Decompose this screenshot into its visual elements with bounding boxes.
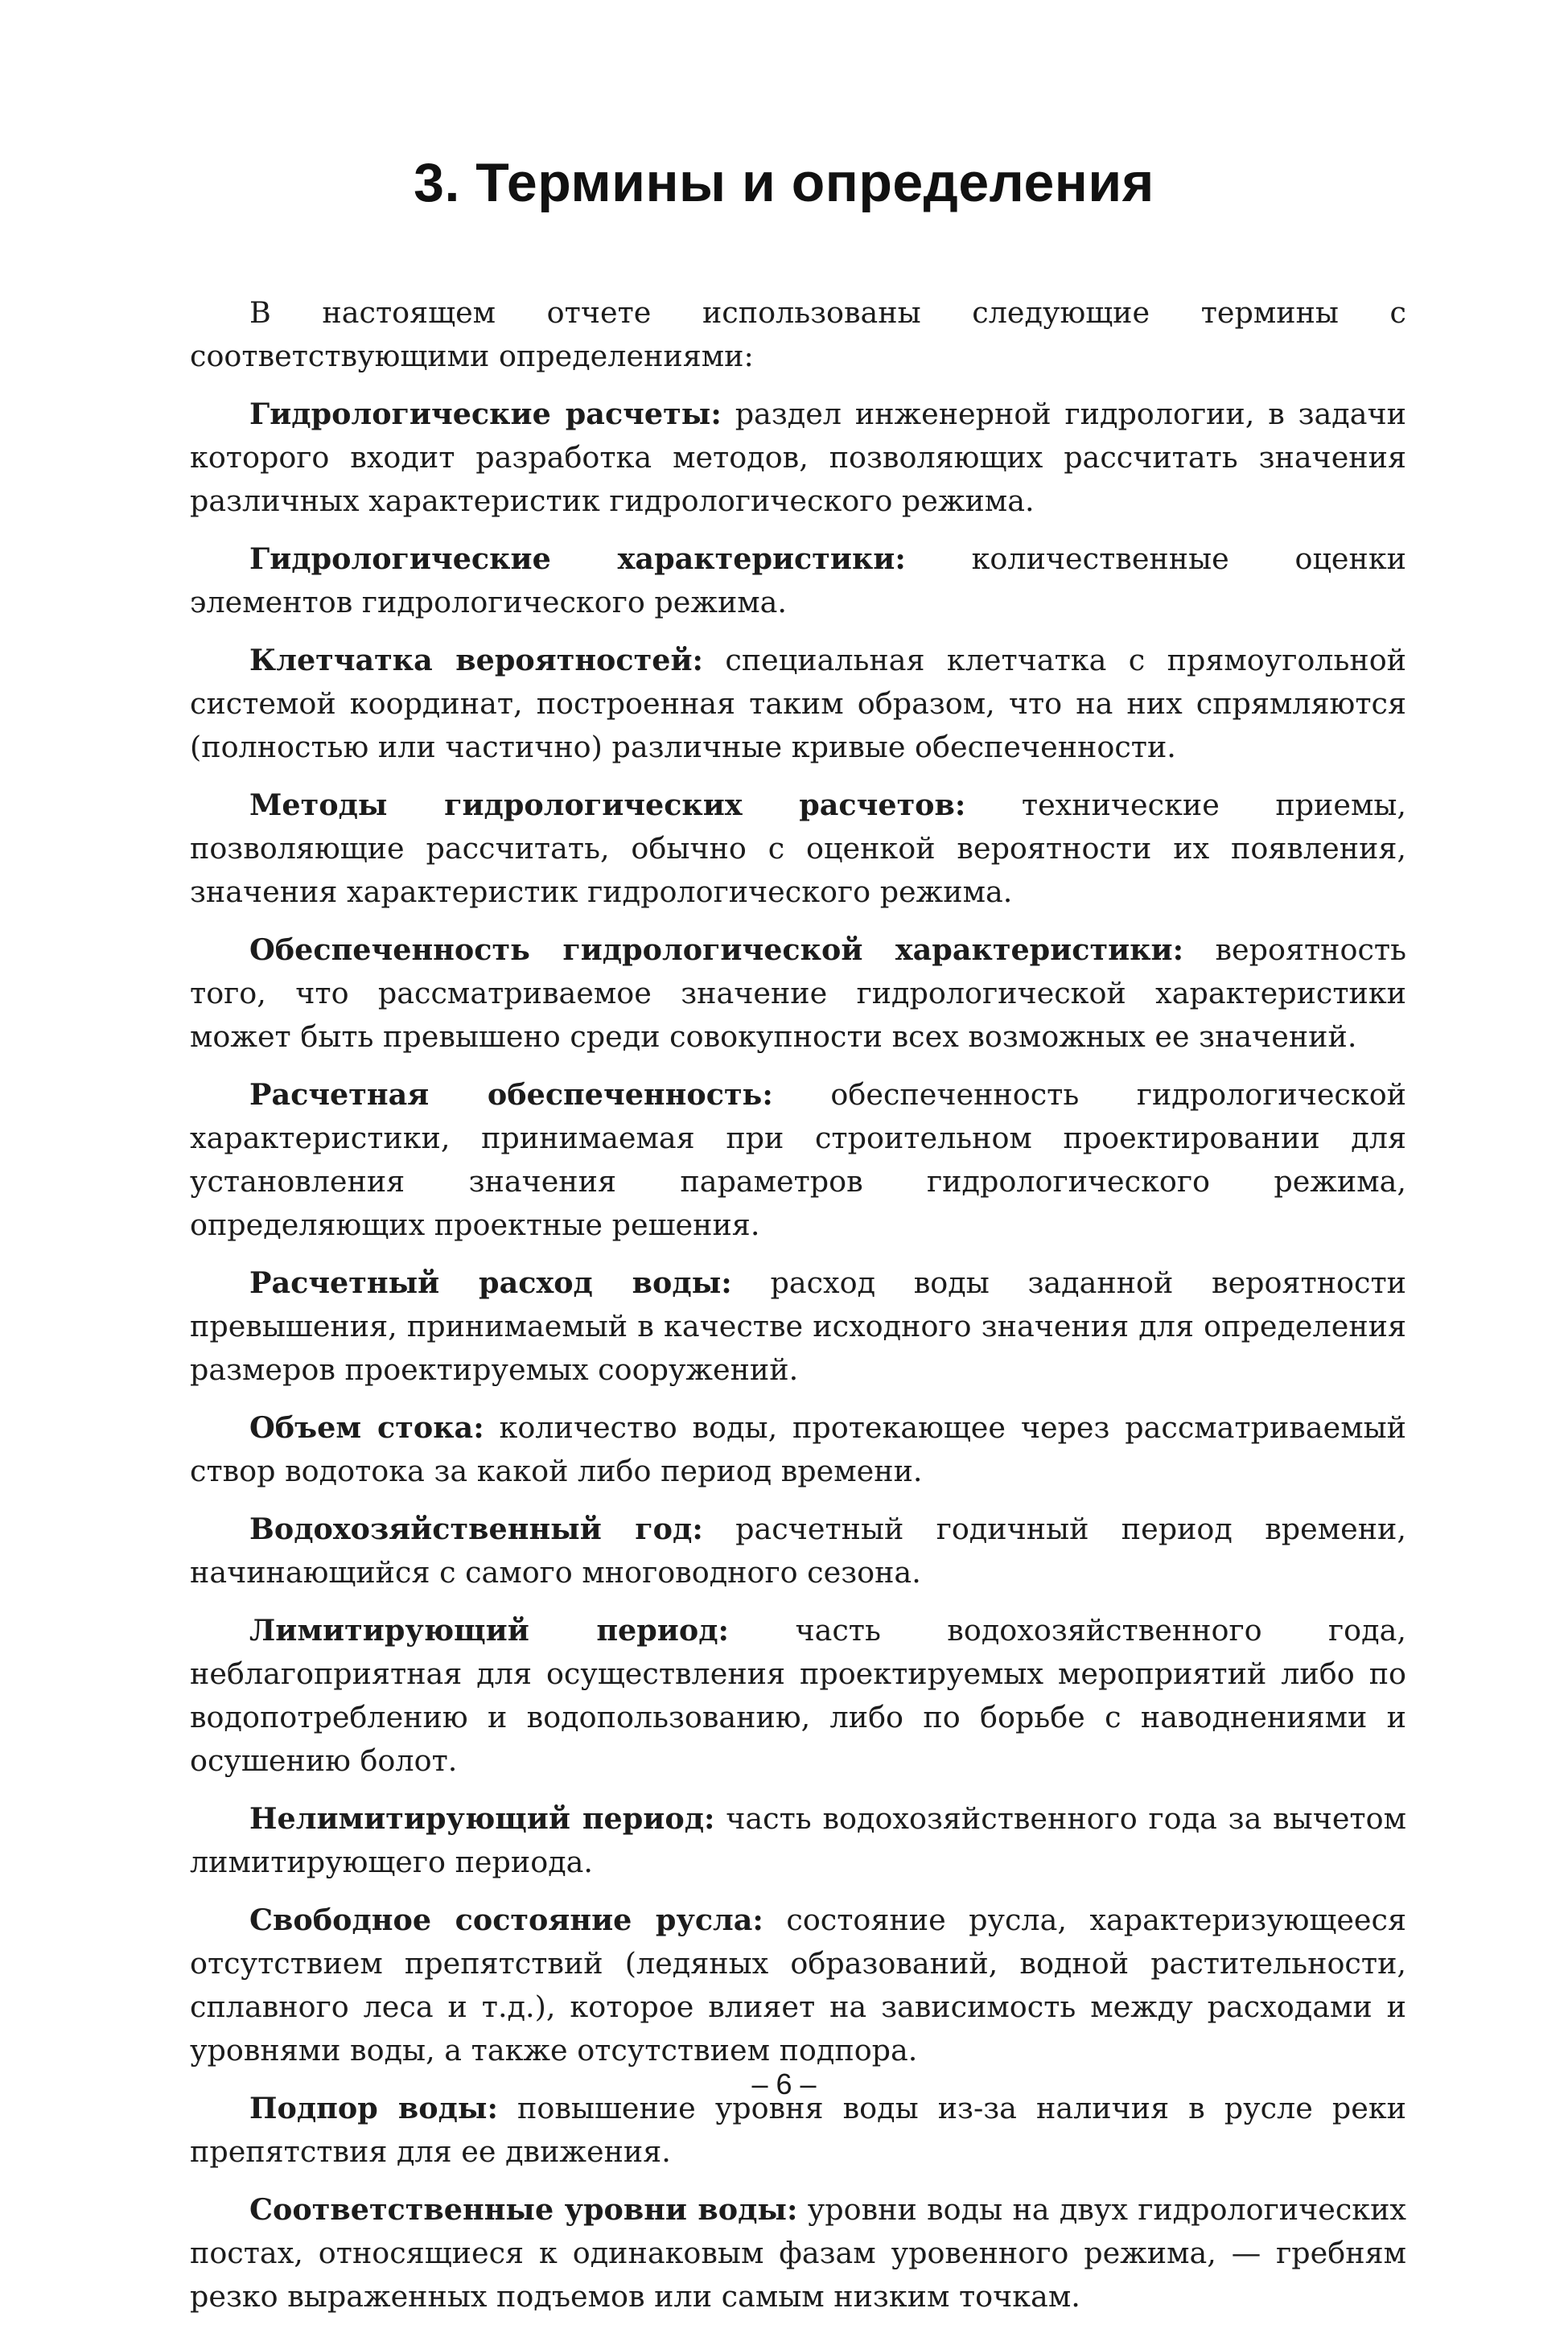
intro-paragraph: В настоящем отчете использованы следующие термины с соответствующими определениями: [190, 295, 1406, 373]
definition-text: часть водохозяйственного года, неблагоприятная для осуществления проектируемых мероприятий либо по водопотреблению и водопользованию, либо по борьбе с наводнениями и осушению болот. [190, 1613, 1406, 1778]
page-number: – 6 – [751, 2068, 817, 2101]
definition-term: Клетчатка вероятностей: [249, 643, 703, 677]
definition-text: уровни воды на двух гидрологических постах, относящиеся к одинаковым фазам уровенного режима, — гребням резко выраженных подъемов или самым низким точкам. [190, 2192, 1406, 2314]
definition-paragraph [190, 537, 1406, 624]
definition-paragraph [190, 928, 1406, 1059]
definition-paragraph [190, 1508, 1406, 1594]
definition-term: Соответственные уровни воды: [249, 2192, 798, 2227]
definition-text: количество воды, протекающее через рассматриваемый створ водотока за какой либо период времени. [190, 1410, 1406, 1488]
definition-text: повышение уровня воды из-за наличия в русле реки препятствия для ее движения. [190, 2091, 1407, 2169]
definition-paragraph [190, 1073, 1406, 1247]
body-text [190, 291, 1406, 2333]
definition-paragraph [190, 1261, 1406, 1392]
definition-text: раздел инженерной гидрологии, в задачи которого входит разработка методов, позволяющих рассчитать значения различных характеристик гидрологического режима. [190, 397, 1406, 518]
definition-term: Нелимитирующий период: [249, 1801, 715, 1836]
definition-term: Водохозяйственный год: [249, 1512, 703, 1546]
definition-term: Свободное состояние русла: [249, 1903, 763, 1937]
definition-paragraph [190, 639, 1406, 769]
definition-paragraph [190, 2188, 1406, 2319]
definition-text: технические приемы, позволяющие рассчитать, обычно с оценкой вероятности их появления, значения характеристик гидрологического режима. [190, 788, 1406, 909]
definition-paragraph [190, 1609, 1406, 1783]
definition-term: Гидрологические характеристики: [249, 541, 906, 576]
definition-paragraph [190, 1899, 1406, 2072]
definition-text: состояние русла, характеризующееся отсутствием препятствий (ледяных образований, водной растительности, сплавного леса и т.д.), которое влияет на зависимость между расходами и уровнями воды, а также отсутствием подпора. [190, 1903, 1406, 2068]
definition-text: часть водохозяйственного года за вычетом лимитирующего периода. [190, 1801, 1406, 1879]
definition-text: специальная клетчатка с прямоугольной системой координат, построенная таким образом, что на них спрямляются (полностью или частично) различные кривые обеспеченности. [190, 643, 1406, 764]
definition-text: количественные оценки элементов гидрологического режима. [190, 541, 1407, 619]
definition-text: обеспеченность гидрологической характеристики, принимаемая при строительном проектировании для установления значения параметров гидрологического режима, определяющих проектные решения. [190, 1077, 1406, 1242]
definition-term: Обеспеченность гидрологической характеристики: [249, 932, 1184, 967]
definition-text: расчетный годичный период времени, начинающийся с самого многоводного сезона. [190, 1512, 1406, 1590]
definition-term: Лимитирующий период: [249, 1613, 729, 1648]
section-heading: 3. Термины и определения [414, 152, 1154, 213]
definition-term: Гидрологические расчеты: [249, 397, 722, 431]
definition-paragraph [190, 1406, 1406, 1493]
definition-text: вероятность того, что рассматриваемое значение гидрологической характеристики может быть превышено среди совокупности всех возможных ее значений. [190, 932, 1406, 1054]
definition-term: Расчетный расход воды: [249, 1265, 732, 1300]
definition-paragraph [190, 1797, 1406, 1884]
definition-paragraph [190, 393, 1406, 523]
definition-term: Методы гидрологических расчетов: [249, 788, 966, 822]
definition-text: расход воды заданной вероятности превышения, принимаемый в качестве исходного значения для определения размеров проектируемых сооружений. [190, 1265, 1406, 1387]
definition-term: Объем стока: [249, 1410, 484, 1445]
definition-paragraph [190, 784, 1406, 914]
definition-term: Расчетная обеспеченность: [249, 1077, 773, 1112]
definition-term: Подпор воды: [249, 2091, 498, 2125]
